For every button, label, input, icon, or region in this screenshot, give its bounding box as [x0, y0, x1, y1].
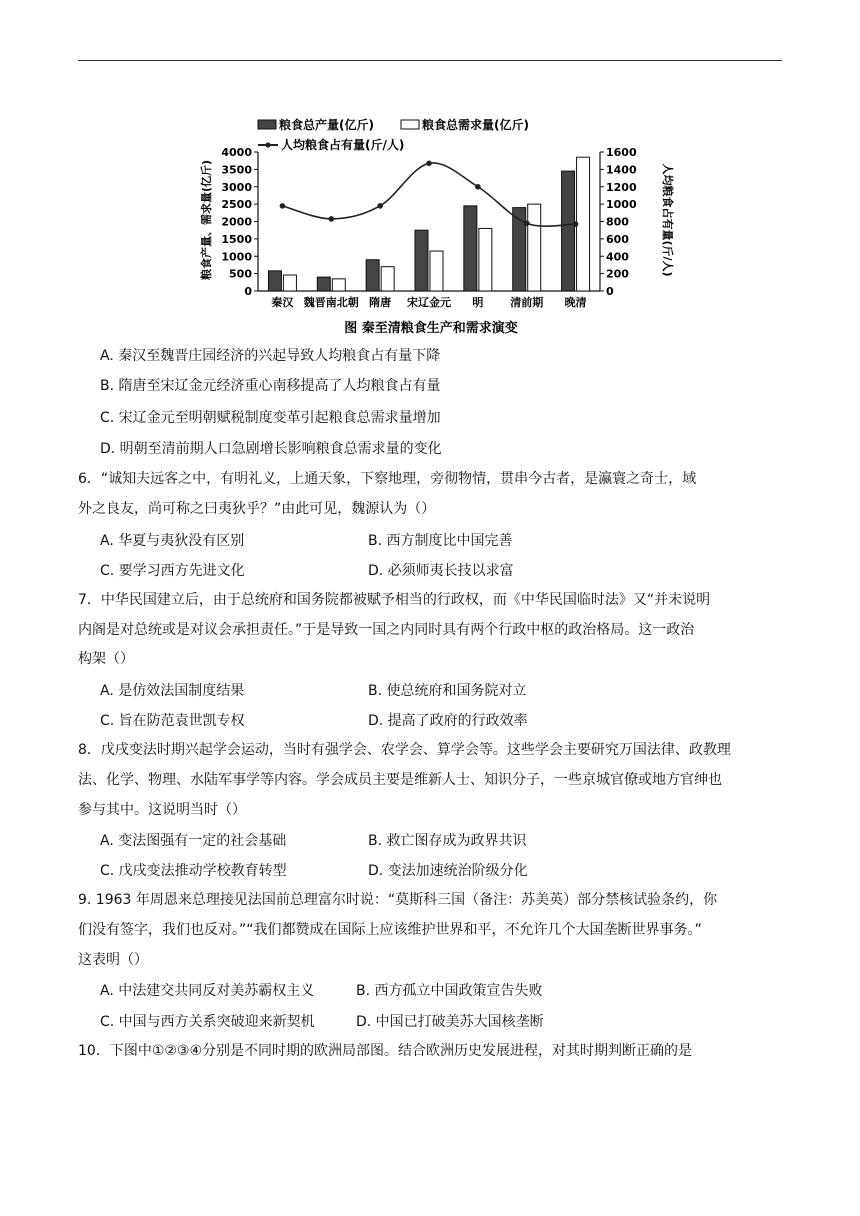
legend-swatch-produce — [258, 120, 276, 129]
bar-demand — [577, 157, 590, 291]
y-right-tick-label: 400 — [606, 250, 629, 264]
q7-option-b: B. 使总统府和国务院对立 — [368, 683, 527, 699]
q8-option-a: A. 变法图强有一定的社会基础 — [100, 833, 287, 849]
bar-produce — [268, 271, 281, 291]
legend-label-per-capita: 人均粮食占有量(斤/人) — [281, 138, 405, 152]
per-capita-point — [426, 160, 432, 166]
y-left-tick-label: 3000 — [221, 180, 252, 194]
y-axis-left-title: 粮食产量、需求量(亿斤) — [200, 159, 213, 281]
q9-option-a: A. 中法建交共同反对美苏霸权主义 — [100, 983, 315, 999]
y-left-tick-label: 2000 — [221, 215, 252, 229]
y-right-tick-label: 800 — [606, 215, 629, 229]
q8-stem-line-3: 参与其中。这说明当时（） — [78, 802, 246, 818]
per-capita-point — [524, 220, 530, 226]
y-right-tick-label: 1200 — [606, 180, 637, 194]
x-tick-label: 宋辽金元 — [407, 296, 451, 309]
q6-option-c: C. 要学习西方先进文化 — [100, 563, 245, 579]
y-left-tick-label: 2500 — [221, 198, 252, 212]
y-right-tick-label: 600 — [606, 232, 629, 246]
per-capita-point — [475, 184, 481, 190]
q5-option-c: C. 宋辽金元至明朝赋税制度变革引起粮食总需求量增加 — [100, 410, 441, 426]
q7-stem-line-1: 7．中华民国建立后，由于总统府和国务院都被赋予相当的行政权，而《中华民国临时法》又“并未说明 — [78, 592, 711, 608]
bar-demand — [332, 279, 345, 291]
q6-stem-line-1: 6．“诚知夫远客之中，有明礼义，上通天象，下察地理，旁彻物情，贯串今古者，是瀛寰之奇士，域 — [78, 471, 697, 487]
legend-label-demand: 粮食总需求量(亿斤) — [422, 118, 529, 132]
q9-option-d: D. 中国已打破美苏大国核垄断 — [356, 1014, 544, 1030]
per-capita-point — [573, 221, 579, 227]
x-tick-label: 清前期 — [510, 296, 544, 309]
q9-stem-line-3: 这表明（） — [78, 952, 148, 968]
legend-label-produce: 粮食总产量(亿斤) — [279, 118, 374, 132]
q7-stem-line-2: 内阁是对总统或是对议会承担责任。”于是导致一国之内同时具有两个行政中枢的政治格局。这一政治 — [78, 622, 695, 638]
q6-stem-line-2: 外之良友，尚可称之曰夷狄乎？”由此可见，魏源认为（） — [78, 501, 436, 517]
y-right-tick-label: 0 — [606, 285, 614, 298]
grain-chart — [186, 108, 676, 342]
legend-marker-per-capita — [265, 142, 270, 147]
y-right-tick-label: 1400 — [606, 163, 637, 177]
q6-option-b: B. 西方制度比中国完善 — [368, 533, 513, 549]
bar-demand — [381, 267, 394, 291]
x-tick-label: 魏晋南北朝 — [303, 296, 359, 309]
q7-option-a: A. 是仿效法国制度结果 — [100, 683, 245, 699]
x-tick-label: 秦汉 — [271, 296, 294, 309]
bar-produce — [464, 206, 477, 291]
x-tick-label: 晚清 — [564, 296, 587, 309]
legend-swatch-demand — [401, 120, 419, 129]
q10-stem-line-1: 10．下图中①②③④分别是不同时期的欧洲局部图。结合欧洲历史发展进程，对其时期判断正确的是 — [78, 1043, 693, 1059]
per-capita-point — [328, 216, 334, 222]
bar-produce — [317, 277, 330, 291]
header-rule — [78, 60, 782, 61]
bar-demand — [283, 275, 296, 291]
q7-option-c: C. 旨在防范袁世凯专权 — [100, 713, 245, 729]
q8-option-d: D. 变法加速统治阶级分化 — [368, 863, 528, 879]
y-right-tick-label: 200 — [606, 267, 629, 281]
q9-option-b: B. 西方孤立中国政策宣告失败 — [356, 983, 543, 999]
y-left-tick-label: 4000 — [221, 146, 252, 159]
q8-stem-line-1: 8．戊戌变法时期兴起学会运动，当时有强学会、农学会、算学会等。这些学会主要研究万国法律、政教理 — [78, 742, 731, 758]
y-left-tick-label: 0 — [244, 285, 252, 298]
q5-option-d: D. 明朝至清前期人口急剧增长影响粮食总需求量的变化 — [100, 441, 442, 457]
y-right-tick-label: 1000 — [606, 198, 637, 212]
x-tick-label: 隋唐 — [369, 296, 392, 309]
bar-demand — [430, 251, 443, 291]
chart-title: 图 秦至清粮食生产和需求演变 — [344, 321, 518, 336]
y-left-tick-label: 3500 — [221, 163, 252, 177]
bar-demand — [528, 204, 541, 291]
q7-stem-line-3: 构架（） — [78, 651, 134, 667]
y-axis-right-title: 人均粮食占有量(斤/人) — [661, 163, 674, 277]
bar-produce — [562, 171, 575, 291]
bar-demand — [479, 228, 492, 291]
q6-option-d: D. 必须师夷长技以求富 — [368, 563, 514, 579]
per-capita-point — [377, 203, 383, 209]
q9-option-c: C. 中国与西方关系突破迎来新契机 — [100, 1014, 315, 1030]
q8-stem-line-2: 法、化学、物理、水陆军事学等内容。学会成员主要是维新人士、知识分子，一些京城官僚或地方官绅也 — [78, 772, 722, 788]
x-tick-label: 明 — [472, 296, 484, 309]
y-right-tick-label: 1600 — [606, 146, 637, 159]
y-left-tick-label: 1000 — [221, 250, 252, 264]
q9-stem-line-1: 9. 1963 年周恩来总理接见法国前总理富尔时说：“莫斯科三国（备注：苏美英）部分禁核试验条约，你 — [78, 892, 718, 908]
q6-option-a: A. 华夏与夷狄没有区别 — [100, 533, 245, 549]
q9-stem-line-2: 们没有签字，我们也反对。”“我们都赞成在国际上应该维护世界和平，不允许几个大国垄断世界事务。” — [78, 922, 702, 938]
q7-option-d: D. 提高了政府的行政效率 — [368, 713, 528, 729]
q8-option-b: B. 救亡图存成为政界共识 — [368, 833, 527, 849]
q8-option-c: C. 戊戌变法推动学校教育转型 — [100, 863, 287, 879]
y-left-tick-label: 500 — [229, 267, 252, 281]
y-left-tick-label: 1500 — [221, 232, 252, 246]
q5-option-b: B. 隋唐至宋辽金元经济重心南移提高了人均粮食占有量 — [100, 378, 441, 394]
per-capita-point — [280, 203, 286, 209]
q5-option-a: A. 秦汉至魏晋庄园经济的兴起导致人均粮食占有量下降 — [100, 348, 441, 364]
bar-produce — [366, 260, 379, 291]
bar-produce — [415, 230, 428, 291]
